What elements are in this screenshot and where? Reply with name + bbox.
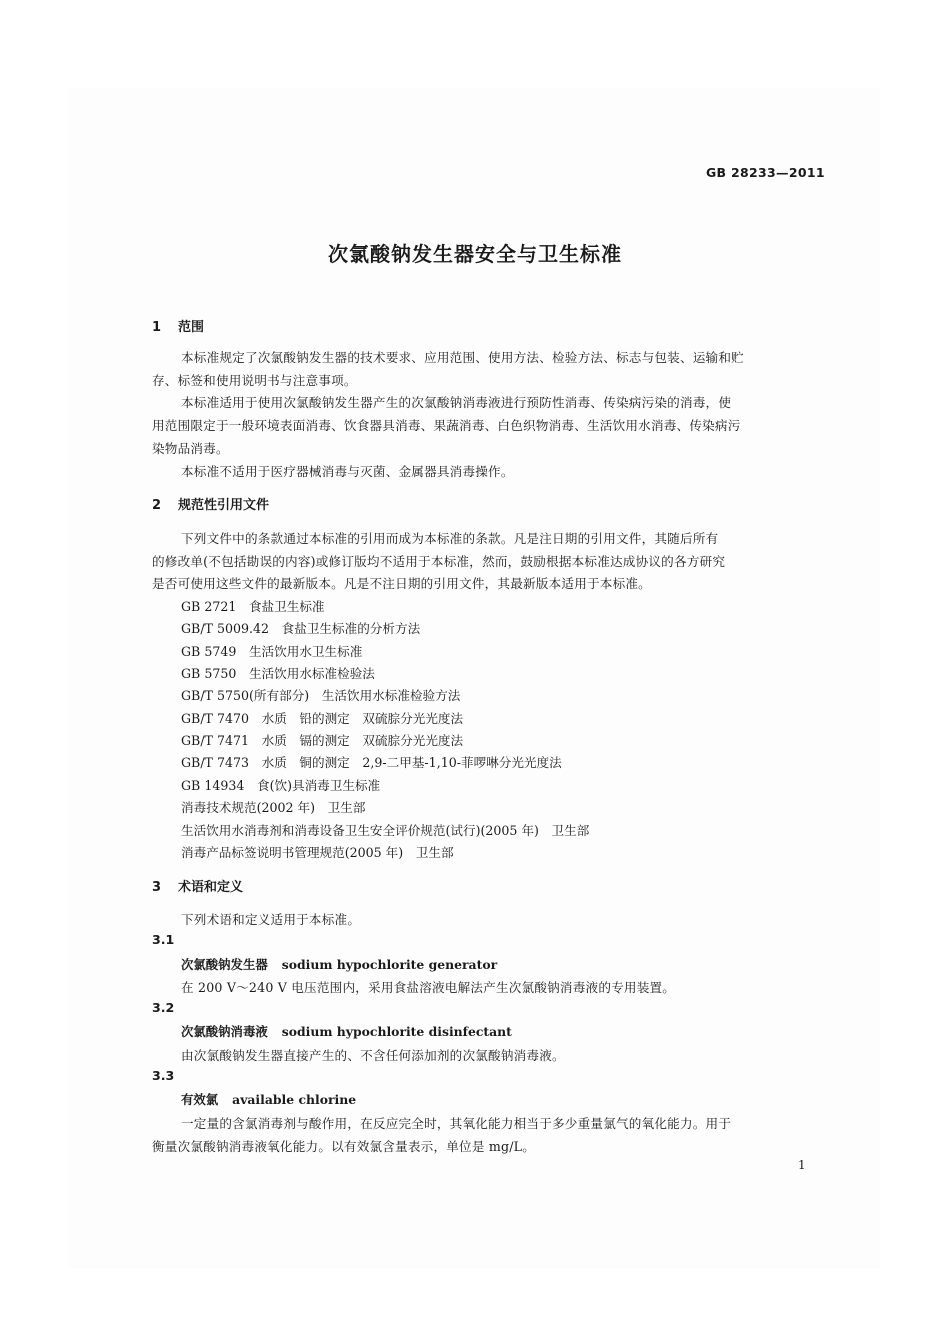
paragraph-line: 用范围限定于一般环境表面消毒、饮食器具消毒、果蔬消毒、白色织物消毒、生活饮用水消毒、传染病污 (152, 418, 741, 433)
reference-item: 消毒技术规范(2002 年) 卫生部 (181, 800, 366, 815)
document-title: 次氯酸钠发生器安全与卫生标准 (328, 242, 622, 266)
section-title: 术语和定义 (178, 880, 244, 895)
reference-item: GB/T 7470 水质 铅的测定 双硫腙分光光度法 (181, 711, 464, 726)
reference-item: GB/T 5009.42 食盐卫生标准的分析方法 (181, 621, 421, 636)
reference-item: GB 2721 食盐卫生标准 (181, 599, 325, 614)
paragraph-line: 的修改单(不包括勘误的内容)或修订版均不适用于本标准，然而，鼓励根据本标准达成协议的各方研究 (152, 554, 726, 569)
term-definition: 一定量的含氯消毒剂与酸作用，在反应完全时，其氧化能力相当于多少重量氯气的氧化能力。用于 (181, 1116, 732, 1131)
standard-number: GB 28233—2011 (706, 165, 825, 180)
term-heading (181, 1090, 356, 1108)
reference-item: GB/T 5750(所有部分) 生活饮用水标准检验方法 (181, 688, 461, 703)
paragraph-line: 存、标签和使用说明书与注意事项。 (152, 373, 357, 388)
term-number: 3.3 (152, 1068, 175, 1083)
section-number: 1 (152, 320, 162, 335)
paragraph-line: 本标准适用于使用次氯酸钠发生器产生的次氯酸钠消毒液进行预防性消毒、传染病污染的消毒，使 (181, 395, 732, 410)
term-zh: 有效氯 (181, 1092, 219, 1107)
term-definition: 衡量次氯酸钠消毒液氧化能力。以有效氯含量表示，单位是 mg/L。 (152, 1139, 536, 1154)
section-title: 规范性引用文件 (178, 498, 270, 513)
section-1-heading (152, 316, 204, 335)
term-zh: 次氯酸钠发生器 (181, 957, 268, 972)
section-title: 范围 (178, 320, 205, 335)
reference-item: 消毒产品标签说明书管理规范(2005 年) 卫生部 (181, 845, 454, 860)
page-number: 1 (798, 1158, 806, 1172)
term-heading (181, 1022, 512, 1040)
section-2-heading (152, 494, 269, 513)
term-en: sodium hypochlorite disinfectant (281, 1024, 512, 1039)
paragraph-line: 下列文件中的条款通过本标准的引用而成为本标准的条款。凡是注日期的引用文件，其随后所有 (181, 531, 719, 546)
section-number: 2 (152, 498, 162, 513)
section-3-heading (152, 876, 243, 895)
term-heading (181, 955, 497, 973)
reference-item: 生活饮用水消毒剂和消毒设备卫生安全评价规范(试行)(2005 年) 卫生部 (181, 823, 590, 838)
term-definition: 在 200 V～240 V 电压范围内，采用食盐溶液电解法产生次氯酸钠消毒液的专用装置。 (181, 980, 676, 995)
reference-item: GB 5749 生活饮用水卫生标准 (181, 644, 363, 659)
term-zh: 次氯酸钠消毒液 (181, 1024, 268, 1039)
paragraph-line: 本标准规定了次氯酸钠发生器的技术要求、应用范围、使用方法、检验方法、标志与包装、运输和贮 (181, 350, 744, 365)
term-definition: 由次氯酸钠发生器直接产生的、不含任何添加剂的次氯酸钠消毒液。 (181, 1048, 565, 1063)
paragraph-line: 本标准不适用于医疗器械消毒与灭菌、金属器具消毒操作。 (181, 464, 514, 479)
section-number: 3 (152, 880, 162, 895)
term-number: 3.1 (152, 932, 175, 947)
reference-item: GB/T 7471 水质 镉的测定 双硫腙分光光度法 (181, 733, 464, 748)
reference-item: GB 14934 食(饮)具消毒卫生标准 (181, 778, 381, 793)
reference-item: GB/T 7473 水质 铜的测定 2,9-二甲基-1,10-菲啰啉分光光度法 (181, 755, 562, 770)
term-number: 3.2 (152, 1000, 175, 1015)
term-en: available chlorine (232, 1092, 357, 1107)
reference-item: GB 5750 生活饮用水标准检验法 (181, 666, 375, 681)
term-en: sodium hypochlorite generator (281, 957, 498, 972)
paragraph-line: 下列术语和定义适用于本标准。 (181, 912, 361, 927)
paragraph-line: 是否可使用这些文件的最新版本。凡是不注日期的引用文件，其最新版本适用于本标准。 (152, 576, 651, 591)
paragraph-line: 染物品消毒。 (152, 441, 229, 456)
